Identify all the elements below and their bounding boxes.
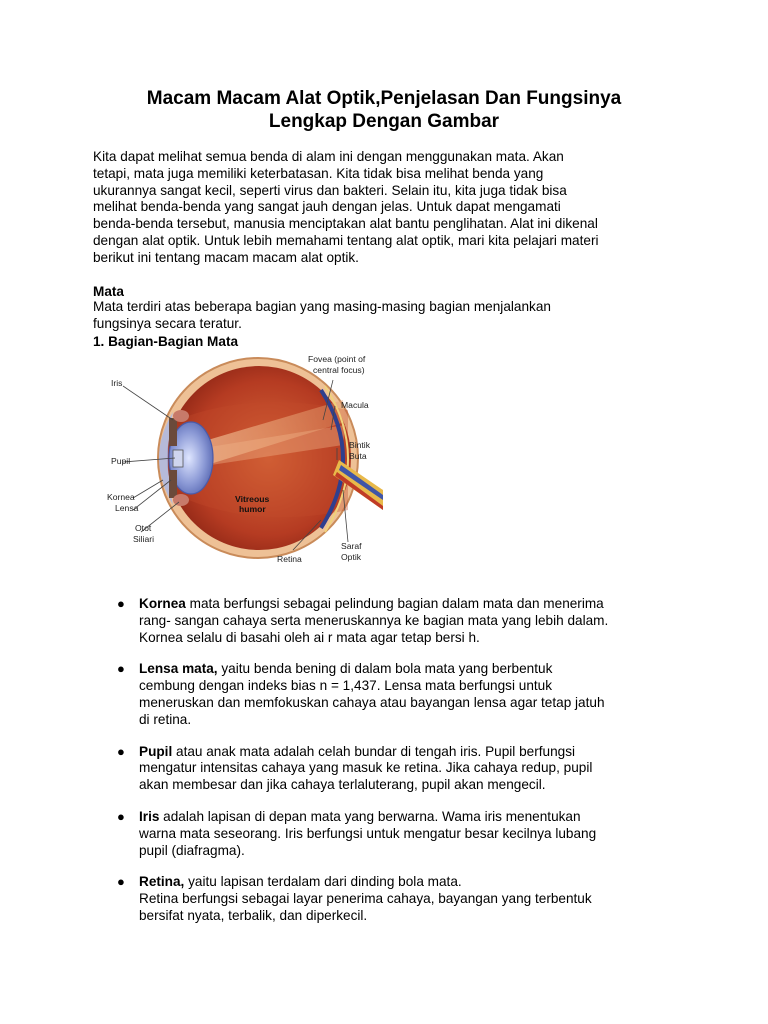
ciliary-muscle-shape	[173, 410, 189, 422]
list-item	[117, 809, 717, 859]
bullet-text: akan membesar dan jika cahaya terlaluterang, pupil akan mengecil.	[139, 777, 546, 793]
bullet-term: Lensa mata,	[139, 661, 218, 677]
bullet-icon: ●	[117, 874, 125, 890]
bullet-term: Kornea	[139, 596, 186, 611]
bullet-text: cembung dengan indeks bias n = 1,437. Lensa mata berfungsi untuk	[139, 678, 553, 694]
bullet-icon: ●	[117, 743, 125, 759]
label-vitreous-humor: Vitreous	[235, 494, 270, 504]
intro-line: ukurannya sangat kecil, seperti virus dan bakteri. Selain itu, kita juga tidak bisa	[93, 182, 567, 198]
bullet-text: adalah lapisan di depan mata yang berwarna. Wama iris menentukan	[159, 808, 581, 824]
bullet-term: Pupil	[139, 743, 173, 759]
label-macula: Macula	[341, 400, 369, 410]
label-saraf-optik: Saraf	[341, 541, 362, 551]
label-lensa: Lensa	[115, 503, 139, 513]
bullet-text: pupil (diafragma).	[139, 842, 245, 858]
bullet-text: yaitu benda bening di dalam bola mata yang berbentuk	[217, 661, 553, 677]
list-item	[117, 744, 717, 794]
label-saraf-optik: Optik	[341, 552, 362, 562]
label-otot-siliari: Siliari	[133, 534, 155, 544]
bullet-text: meneruskan dan memfokuskan cahaya atau bayangan lensa agar tetap jatuh	[139, 694, 605, 710]
bullet-icon: ●	[117, 808, 125, 824]
label-otot-siliari: Otot	[135, 523, 152, 533]
label-vitreous-humor: humor	[239, 504, 266, 514]
intro-line: tetapi, mata juga memiliki keterbatasan. Kita tidak bisa melihat benda yang	[93, 165, 544, 181]
label-bintik-buta: Buta	[349, 451, 367, 461]
bullet-text: Retina berfungsi sebagai layar penerima cahaya, bayangan yang terbentuk	[139, 891, 592, 907]
bullet-text: di retina.	[139, 711, 192, 727]
label-retina: Retina	[277, 554, 302, 564]
bullet-text: yaitu lapisan terdalam dari dinding bola mata.	[184, 874, 462, 890]
bullet-text: mata berfungsi sebagai pelindung bagian dalam mata dan menerima	[185, 596, 604, 611]
intro-line: Kita dapat melihat semua benda di alam ini dengan menggunakan mata. Akan	[93, 149, 564, 164]
bullet-term: Iris	[139, 808, 160, 824]
title-line: Lengkap Dengan Gambar	[268, 111, 500, 132]
intro-line: benda-benda tersebut, manusia menciptakan alat bantu penglihatan. Alat ini dikenal	[93, 216, 598, 232]
intro-line: berikut ini tentang macam macam alat optik.	[93, 249, 359, 265]
label-fovea: central focus)	[313, 365, 365, 375]
page-title	[60, 87, 708, 133]
bullet-icon: ●	[117, 596, 125, 611]
subheading: 1. Bagian-Bagian Mata	[93, 334, 239, 349]
bullet-text: Kornea selalu di basahi oleh ai r mata agar tetap bersi h.	[139, 629, 480, 645]
section-description	[93, 299, 551, 333]
pupil-shape	[173, 450, 183, 467]
section-line: Mata terdiri atas beberapa bagian yang masing-masing bagian menjalankan	[93, 299, 551, 314]
bullet-term: Retina,	[139, 874, 185, 890]
ciliary-muscle-shape	[173, 494, 189, 506]
intro-paragraph	[93, 149, 693, 267]
bullet-text: bersifat nyata, terbalik, dan diperkecil.	[139, 907, 368, 923]
label-iris: Iris	[111, 378, 123, 388]
bullet-list	[117, 596, 717, 940]
label-kornea: Kornea	[107, 492, 135, 502]
bullet-text: mengatur intensitas cahaya yang masuk ke retina. Jika cahaya redup, pupil	[139, 760, 593, 776]
intro-line: dengan alat optik. Untuk lebih memahami tentang alat optik, mari kita pelajari materi	[93, 232, 599, 248]
section-line: fungsinya secara teratur.	[93, 315, 242, 331]
bullet-text: atau anak mata adalah celah bundar di tengah iris. Pupil berfungsi	[172, 743, 576, 759]
bullet-text: rang- sangan cahaya serta meneruskannya ke bagian mata yang lebih dalam.	[139, 612, 609, 628]
intro-line: melihat benda-benda yang sangat jauh dengan jelas. Untuk dapat mengamati	[93, 199, 561, 215]
label-fovea: Fovea (point of	[308, 354, 366, 364]
eye-anatomy-figure	[93, 350, 383, 578]
title-line: Macam Macam Alat Optik,Penjelasan Dan Fungsinya	[146, 88, 622, 109]
list-item	[117, 661, 717, 728]
label-bintik-buta: Bintik	[349, 440, 371, 450]
bullet-text: warna mata seseorang. Iris berfungsi untuk mengatur besar kecilnya lubang	[139, 825, 597, 841]
iris-shape	[169, 418, 177, 446]
bullet-icon: ●	[117, 661, 125, 677]
label-pupil: Pupil	[111, 456, 131, 466]
list-item	[117, 596, 717, 646]
section-heading: Mata	[93, 284, 124, 299]
iris-shape	[169, 470, 177, 498]
list-item	[117, 874, 717, 924]
